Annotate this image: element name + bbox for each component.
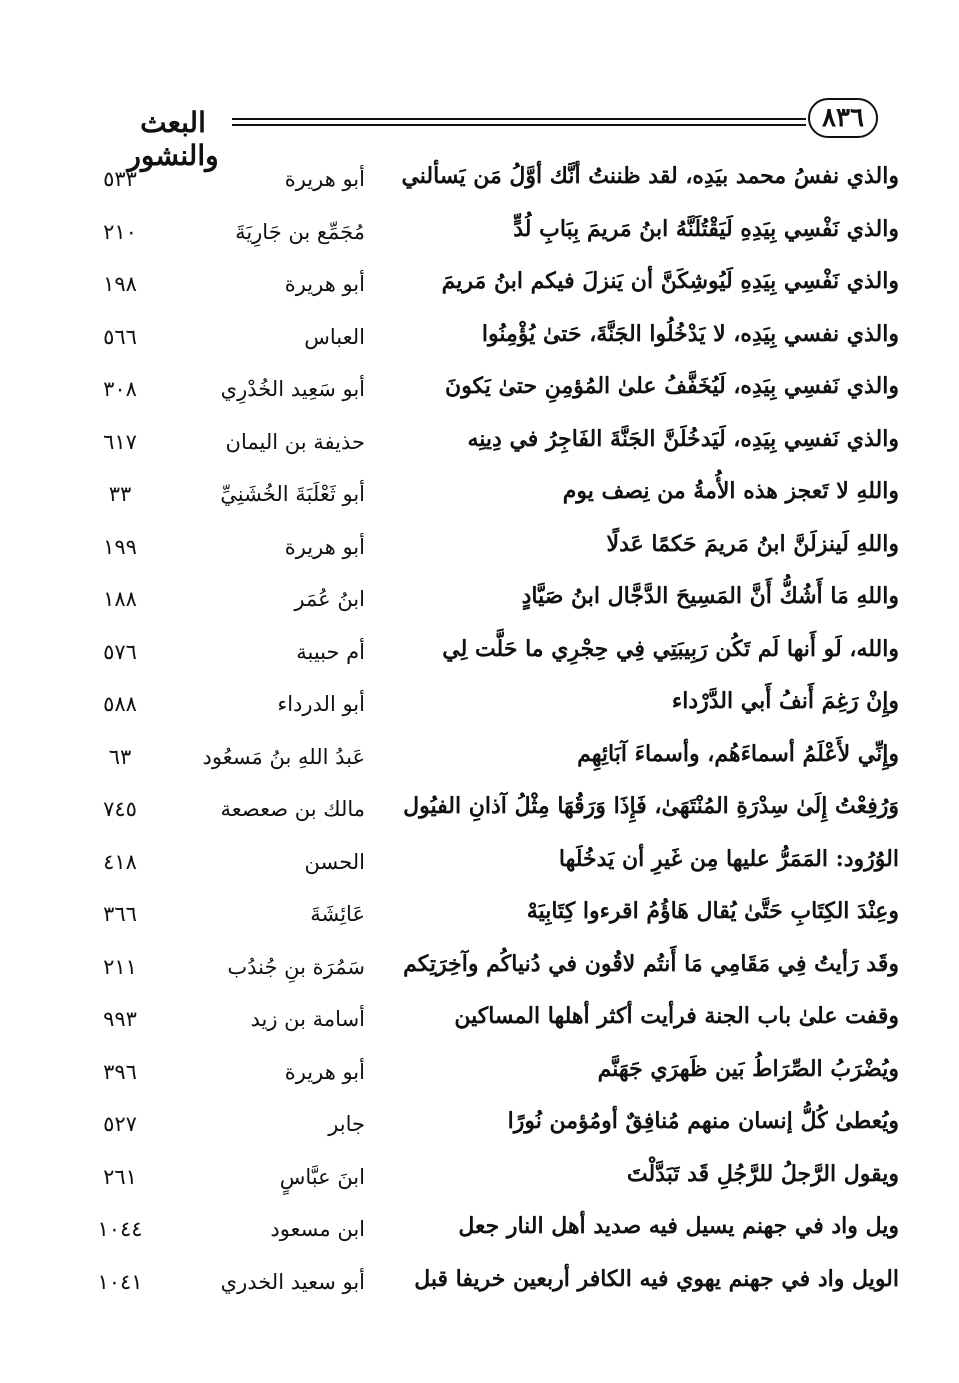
header-rule <box>232 118 806 120</box>
narrator: أبو سَعِيد الخُدْرِي <box>220 377 365 401</box>
page-reference: ٢٦١ <box>103 1164 137 1189</box>
narrator: جابر <box>328 1112 365 1136</box>
hadith-text: والذي نفسي بِيَدِه، لا يَدْخُلُوا الجَنَّةَ، حَتىٰ يُؤْمِنُوا <box>481 320 899 347</box>
page-number: ٨٣٦ <box>808 98 878 138</box>
index-entry <box>0 1260 959 1313</box>
index-entry <box>0 577 959 630</box>
hadith-text: والذي نَفسِي بِيَدِه، لَيُخَفَّفُ علىٰ المُؤمِنِ حتىٰ يَكونَ <box>445 373 899 399</box>
page-reference: ٣٠٨ <box>103 377 137 401</box>
index-entry <box>0 1207 959 1260</box>
index-entry <box>0 1102 959 1155</box>
page-reference: ٧٤٥ <box>103 797 137 821</box>
index-entry <box>0 1155 959 1208</box>
narrator: أبو هريرة <box>284 167 365 191</box>
page-reference: ٣٩٦ <box>103 1059 137 1084</box>
index-entry <box>0 630 959 683</box>
page-reference: ٦٣ <box>108 744 132 769</box>
index-list <box>0 157 959 1312</box>
hadith-text: ويُعطىٰ كُلُّ إنسان منهم مُنافِقٌ أومُؤمن نُورًا <box>507 1108 899 1134</box>
hadith-text: وَرُفِعْتُ إِلَىٰ سِدْرَةِ المُنْتَهَىٰ، فَإِذَا وَرَقُهَا مِثْلُ آذانِ الفيُول <box>403 793 899 819</box>
narrator: ابنَ عبَّاسٍ <box>279 1164 365 1189</box>
hadith-text: ويقول الرَّجلُ للرَّجُلِ قَد تَبَدَّلْتَ <box>626 1160 899 1187</box>
page-reference: ٤١٨ <box>103 849 137 874</box>
hadith-text: وإِنْ رَغِمَ أَنفُ أَبي الدَّرْداء <box>671 688 899 714</box>
page-reference: ٦١٧ <box>103 429 137 454</box>
index-entry <box>0 315 959 368</box>
hadith-text: والله، لَو أَنها لَم تَكُن رَبِيبَتِي فِي حِجْرِي ما حَلَّت لِي <box>442 635 899 662</box>
narrator: أبو هريرة <box>284 1059 365 1084</box>
page-header <box>0 92 959 172</box>
page-reference: ٩٩٣ <box>103 1007 137 1031</box>
hadith-text: وقَد رَأيتُ فِي مَقَامِي مَا أَنتُم لاقُون في دُنياكُم وآخِرَتِكم <box>403 950 899 977</box>
narrator: أم حبيبة <box>296 639 365 664</box>
page-reference: ١٠٤٤ <box>97 1217 143 1241</box>
running-title: البعث والنشور <box>127 106 219 172</box>
page-reference: ٣٣ <box>108 482 132 506</box>
hadith-text: واللهِ لَينزلَنَّ ابنُ مَريمَ حَكمًا عَدلًا <box>606 530 899 557</box>
narrator: أبو هريرة <box>284 272 365 296</box>
narrator: سَمُرَة بنِ جُندُب <box>227 954 365 979</box>
page-reference: ٥٧٦ <box>103 639 137 664</box>
index-entry <box>0 1050 959 1103</box>
index-entry <box>0 682 959 735</box>
index-entry <box>0 262 959 315</box>
index-entry <box>0 787 959 840</box>
page-reference: ١٩٩ <box>103 534 137 559</box>
index-entry <box>0 892 959 945</box>
page-reference: ١٩٨ <box>103 272 137 296</box>
narrator: الحسن <box>304 849 365 874</box>
hadith-text: وإِنِّي لأَعْلَمُ أسماءَهُم، وأسماءَ آبَائِهِم <box>577 740 899 767</box>
index-entry <box>0 840 959 893</box>
index-entry <box>0 210 959 263</box>
hadith-text: والذي نَفْسِي بِيَدِهِ لَيَقْتُلَنَّهُ ابنُ مَريمَ بِبَابِ لُدٍّ <box>513 215 899 242</box>
index-entry <box>0 472 959 525</box>
index-entry <box>0 157 959 210</box>
hadith-text: الوُرُود: المَمَرُّ عليها مِن غَيرِ أن يَدخُلَها <box>558 845 899 872</box>
page-reference: ٥٣٣ <box>103 167 137 191</box>
hadith-text: واللهِ لا تَعجز هذه الأُمةُ من نِصف يوم <box>562 478 899 504</box>
page-reference: ١٠٤١ <box>97 1269 143 1294</box>
hadith-text: ويل واد في جهنم يسيل فيه صديد أهل النار جعل <box>458 1213 899 1239</box>
narrator: أبو سعيد الخدري <box>220 1269 365 1294</box>
hadith-text: والذي نفسُ محمد بيَدِه، لقد ظننتُ أنَّك أوَّلُ مَن يَسألني <box>401 163 899 189</box>
hadith-text: ويُضْرَبُ الصِّرَاطُ بَين ظَهرَي جَهَنَّم <box>597 1055 899 1082</box>
narrator: عَبدُ اللهِ بنُ مَسعُود <box>202 744 365 769</box>
hadith-text: واللهِ مَا أَشُكُّ أَنَّ المَسِيحَ الدَّجَّال ابنُ صَيَّادٍ <box>521 583 899 609</box>
narrator: عَائِشَةَ <box>310 902 365 926</box>
hadith-text: الويل واد في جهنم يهوي فيه الكافر أربعين خريفا قبل <box>414 1265 899 1292</box>
page-reference: ٥٨٨ <box>103 692 137 716</box>
page-reference: ٥٦٦ <box>103 324 137 349</box>
hadith-text: وعِنْدَ الكِتَابِ حَتَّىٰ يُقال هَاؤُمُ اقرءوا كِتَابِيَهْ <box>526 898 899 924</box>
hadith-text: والذي نَفسِي بِيَدِه، لَيَدخُلَنَّ الجَنَّةَ الفَاجِرُ في دِينِه <box>467 425 899 452</box>
narrator: مُجَمِّع بن جَارِيَةَ <box>235 219 365 244</box>
narrator: أبو الدرداء <box>277 692 365 716</box>
index-entry <box>0 735 959 788</box>
hadith-text: والذي نَفْسِي بِيَدِهِ لَيُوشِكَنَّ أن يَنزلَ فيكم ابنُ مَريمَ <box>441 268 899 294</box>
page-reference: ٢١٠ <box>103 219 137 244</box>
page-reference: ٣٦٦ <box>103 902 137 926</box>
narrator: أبو هريرة <box>284 534 365 559</box>
index-entry <box>0 945 959 998</box>
index-entry <box>0 367 959 420</box>
index-entry <box>0 420 959 473</box>
page-reference: ٢١١ <box>103 954 137 979</box>
index-entry <box>0 525 959 578</box>
narrator: العباس <box>304 324 365 349</box>
narrator: أسامة بن زيد <box>250 1007 365 1031</box>
narrator: ابن مسعود <box>270 1217 365 1241</box>
header-rule <box>232 124 806 126</box>
narrator: ابنُ عُمَر <box>294 587 365 611</box>
index-entry <box>0 997 959 1050</box>
page-reference: ١٨٨ <box>103 587 137 611</box>
narrator: أبو ثَعْلَبَةَ الخُشَنِيِّ <box>220 482 365 506</box>
narrator: مالك بن صعصعة <box>220 797 365 821</box>
page-reference: ٥٢٧ <box>103 1112 137 1136</box>
hadith-text: وقفت علىٰ باب الجنة فرأيت أكثر أهلها المساكين <box>454 1003 899 1029</box>
narrator: حذيفة بن اليمان <box>225 429 365 454</box>
